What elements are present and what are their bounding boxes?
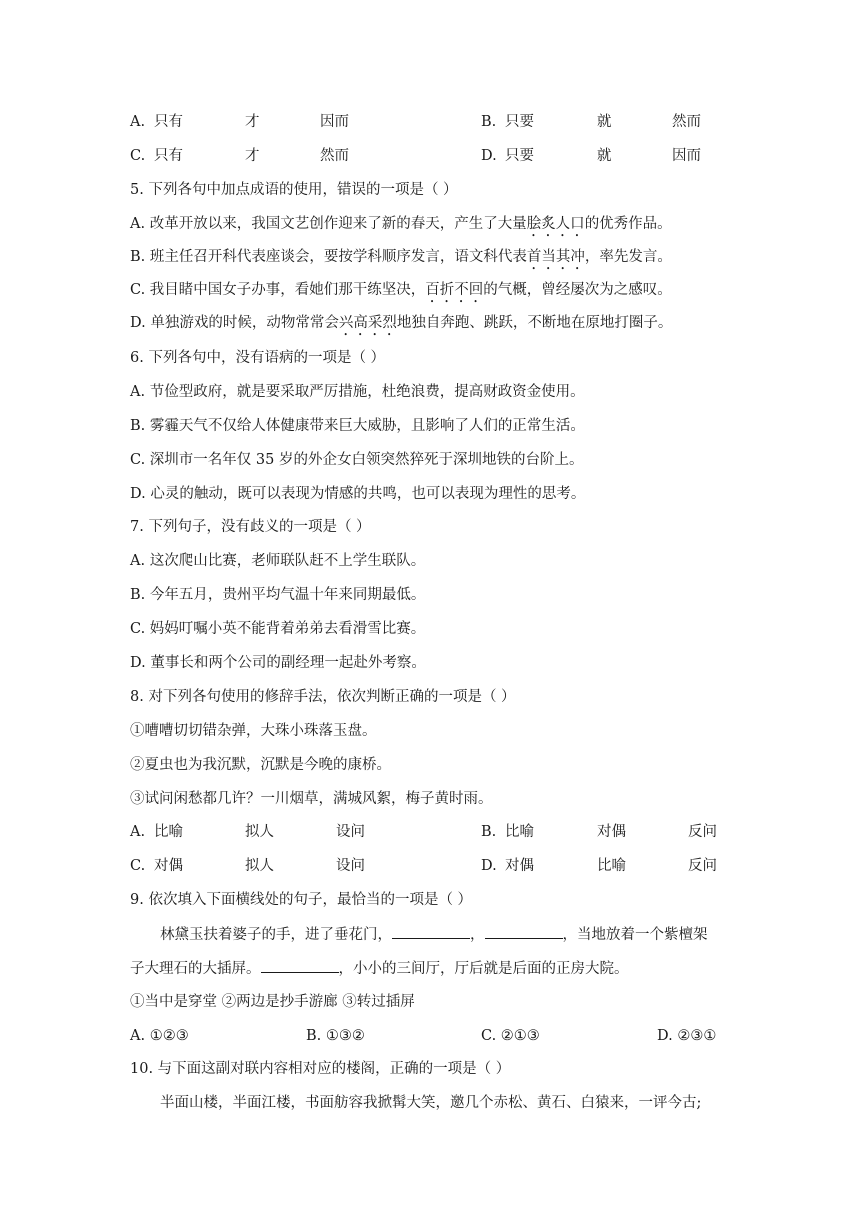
q4-option-a-word2: 才	[245, 114, 260, 130]
q5-c-idiom: 百折不回	[425, 282, 484, 298]
q4-option-d-word1: 只要	[505, 148, 534, 164]
q4-option-b-word2: 就	[597, 114, 612, 130]
q8-option-c-word1: 对偶	[154, 858, 183, 874]
q4-option-a-word3: 因而	[320, 114, 349, 130]
q6-option-d[interactable]: D. 心灵的触动，既可以表现为情感的共鸣，也可以表现为理性的思考。	[130, 486, 586, 502]
question-8-stem: 8. 对下列各句使用的修辞手法，依次判断正确的一项是（ ）	[130, 689, 516, 705]
q8-option-d[interactable]: D.	[481, 858, 497, 874]
q8-option-d-word2: 比喻	[597, 858, 626, 874]
q8-option-b-word2: 对偶	[597, 824, 626, 840]
q5-a-idiom: 脍炙人口	[526, 216, 585, 232]
q4-option-b-word1: 只要	[505, 114, 534, 130]
q5-b-idiom: 首当其冲	[526, 249, 585, 265]
option-letter: D.	[481, 148, 497, 164]
q5-d-text-pre: D. 单独游戏的时候，动物常常会	[130, 315, 339, 331]
q9-blank-3[interactable]	[261, 958, 339, 973]
q9-option-c[interactable]: C. ②①③	[481, 1028, 540, 1044]
q4-option-a-word1: 只有	[154, 114, 183, 130]
option-letter: C.	[130, 148, 146, 164]
q7-option-c[interactable]: C. 妈妈叮嘱小英不能背着弟弟去看滑雪比赛。	[130, 621, 426, 637]
q4-option-b-word3: 然而	[672, 114, 701, 130]
q7-option-a[interactable]: A. 这次爬山比赛，老师联队赶不上学生联队。	[130, 553, 426, 569]
q9-passage-text: ，当地放着一个紫檀架	[562, 927, 708, 943]
q4-option-c-word3: 然而	[320, 148, 349, 164]
q4-option-d-word2: 就	[597, 148, 612, 164]
q4-option-c-word2: 才	[245, 148, 260, 164]
q4-option-a[interactable]	[130, 112, 145, 132]
q6-option-a[interactable]: A. 节俭型政府，就是要采取严厉措施，杜绝浪费，提高财政资金使用。	[130, 384, 585, 400]
q9-passage-text: 子大理石的大插屏。	[130, 961, 261, 977]
q9-choices: ①当中是穿堂 ②两边是抄手游廊 ③转过插屏	[130, 994, 415, 1010]
q10-couplet: 半面山楼，半面江楼，书面舫容我掀髯大笑，邀几个赤松、黄石、白猿来，一评今古;	[160, 1095, 702, 1111]
q5-option-b[interactable]	[130, 247, 672, 273]
q8-option-c-word2: 拟人	[245, 858, 274, 874]
q9-blank-2[interactable]	[485, 924, 563, 939]
q9-passage-text: ，小小的三间厅，厅后就是后面的正房大院。	[338, 961, 629, 977]
q9-passage-line-2	[130, 958, 629, 979]
q5-option-c[interactable]	[130, 280, 672, 306]
q8-option-b-word1: 比喻	[505, 824, 534, 840]
q4-option-c-word1: 只有	[154, 148, 183, 164]
q8-option-b[interactable]: B.	[481, 824, 497, 840]
q9-passage-line-1	[160, 924, 708, 945]
q6-option-b[interactable]: B. 雾霾天气不仅给人体健康带来巨大威胁，且影响了人们的正常生活。	[130, 418, 585, 434]
q5-d-text-post: 地独自奔跑、跳跃，不断地在原地打圈子。	[396, 315, 673, 331]
question-5-stem: 5. 下列各句中加点成语的使用，错误的一项是（ ）	[130, 182, 458, 198]
question-10-stem: 10. 与下面这副对联内容相对应的楼阁，正确的一项是（ ）	[130, 1061, 511, 1077]
q5-d-idiom: 兴高采烈	[338, 315, 397, 331]
question-6-stem: 6. 下列各句中，没有语病的一项是（ ）	[130, 350, 386, 366]
q7-option-d[interactable]: D. 董事长和两个公司的副经理一起赴外考察。	[130, 655, 426, 671]
q9-blank-1[interactable]	[392, 924, 470, 939]
question-7-stem: 7. 下列句子，没有歧义的一项是（ ）	[130, 519, 371, 535]
q8-sentence-2: ②夏虫也为我沉默，沉默是今晚的康桥。	[130, 757, 391, 773]
q4-option-b[interactable]	[481, 112, 496, 132]
q8-option-c[interactable]: C.	[130, 858, 146, 874]
q5-option-a[interactable]	[130, 214, 672, 240]
option-letter: B.	[481, 114, 497, 130]
q8-option-a-word1: 比喻	[154, 824, 183, 840]
q5-option-d[interactable]	[130, 313, 672, 339]
question-9-stem: 9. 依次填入下面横线处的句子，最恰当的一项是（ ）	[130, 892, 473, 908]
q4-option-d[interactable]	[481, 146, 497, 166]
q4-option-d-word3: 因而	[672, 148, 701, 164]
q8-option-c-word3: 设问	[336, 858, 365, 874]
q5-b-text-pre: B. 班主任召开科代表座谈会，要按学科顺序发言，语文科代表	[130, 249, 527, 265]
q6-option-c[interactable]: C. 深圳市一名年仅 35 岁的外企女白领突然猝死于深圳地铁的台阶上。	[130, 452, 584, 468]
q8-option-a-word2: 拟人	[245, 824, 274, 840]
q9-option-d[interactable]: D. ②③①	[657, 1028, 717, 1044]
q8-option-a-word3: 设问	[336, 824, 365, 840]
q8-option-b-word3: 反问	[688, 824, 717, 840]
q5-a-text-post: 的优秀作品。	[584, 216, 672, 232]
q5-b-text-post: ，率先发言。	[584, 249, 672, 265]
q9-passage-comma: ，	[470, 927, 485, 943]
q4-option-c[interactable]	[130, 146, 145, 166]
option-letter: A.	[130, 114, 146, 130]
q8-option-d-word3: 反问	[688, 858, 717, 874]
q5-a-text-pre: A. 改革开放以来，我国文艺创作迎来了新的春天，产生了大量	[130, 216, 527, 232]
q8-option-a[interactable]: A.	[130, 824, 146, 840]
q9-option-a[interactable]: A. ①②③	[130, 1028, 189, 1044]
q9-passage-text: 林黛玉扶着婆子的手，进了垂花门，	[160, 927, 392, 943]
q5-c-text-pre: C. 我目睹中国女子办事，看她们那干练坚决，	[130, 282, 426, 298]
q7-option-b[interactable]: B. 今年五月，贵州平均气温十年来同期最低。	[130, 587, 426, 603]
q8-option-d-word1: 对偶	[505, 858, 534, 874]
q8-sentence-3: ③试问闲愁都几许？一川烟草，满城风絮，梅子黄时雨。	[130, 791, 493, 807]
q8-sentence-1: ①嘈嘈切切错杂弹，大珠小珠落玉盘。	[130, 723, 377, 739]
q9-option-b[interactable]: B. ①③②	[306, 1028, 365, 1044]
q5-c-text-post: 的气概，曾经屡次为之感叹。	[483, 282, 672, 298]
